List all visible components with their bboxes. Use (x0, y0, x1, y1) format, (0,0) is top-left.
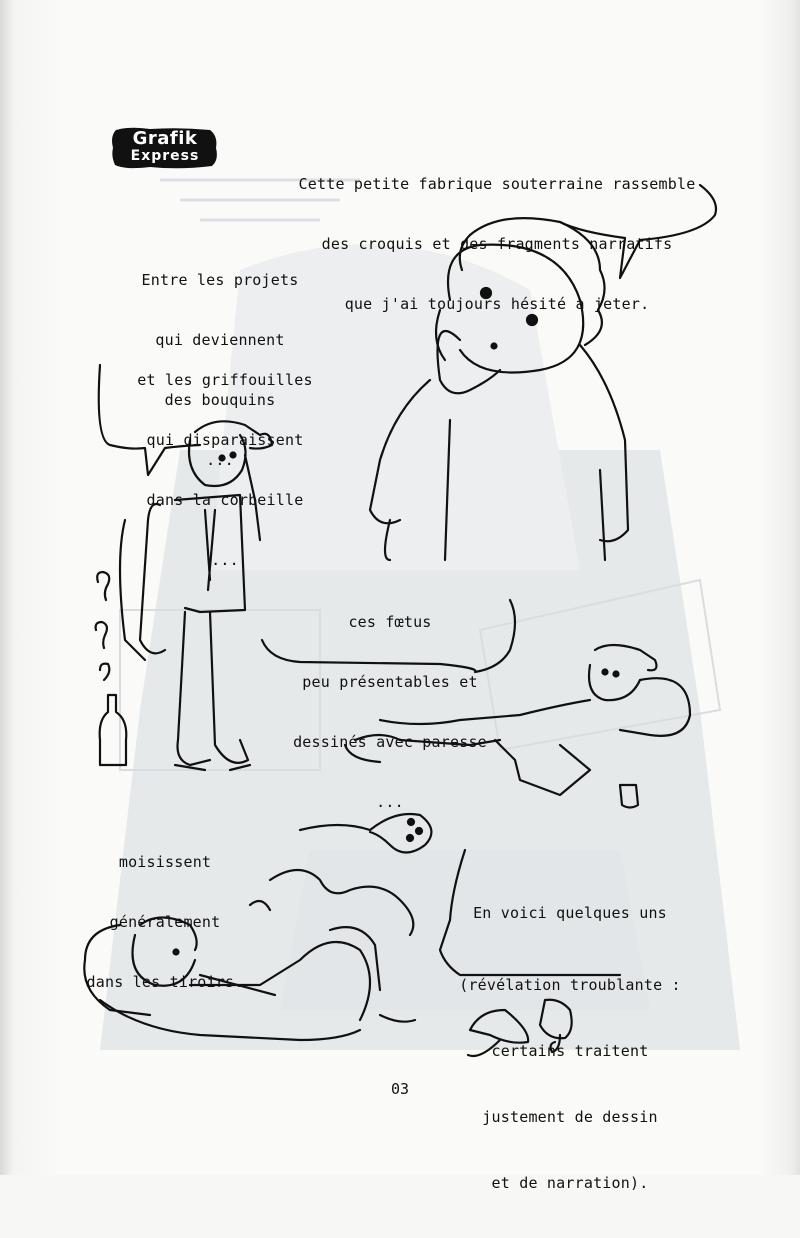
foetus-line-3: dessinés avec paresse (293, 733, 487, 751)
thought-bubble-3 (100, 664, 109, 680)
here-line-4: justement de dessin (482, 1108, 658, 1126)
logo-line-1: Grafik (132, 128, 198, 149)
foetus-ellipsis: ... (376, 793, 404, 811)
scribbles-text (110, 330, 340, 610)
logo-line-2: Express (130, 148, 200, 164)
here-line-3: certains traitent (491, 1042, 649, 1060)
here-line-5: et de narration). (491, 1174, 649, 1192)
foetus-text (270, 572, 510, 852)
drawers-line-3: dans les tiroirs. (86, 973, 244, 991)
intro-line-1: Cette petite fabrique souterraine rassemble (298, 175, 696, 193)
projects-line-3: des bouquins (164, 391, 276, 409)
scribbles-ellipsis: ... (211, 551, 239, 569)
projects-ellipsis: ... (206, 451, 234, 469)
here-line-2: (révélation troublante : (459, 976, 681, 994)
thought-bubble-2 (96, 622, 107, 648)
grafik-express-logo (110, 126, 220, 170)
foetus-line-2: peu présentables et (302, 673, 478, 691)
bottle (100, 695, 127, 765)
drawers-text (70, 812, 260, 1032)
projects-line-2: qui deviennent (155, 331, 285, 349)
drawers-line-2: généralement (109, 913, 221, 931)
foetus-line-1: ces fœtus (348, 613, 432, 631)
intro-line-2: des croquis et des fragments narratifs (321, 235, 673, 253)
intro-line-3: que j'ai toujours hésité a jeter. (344, 295, 650, 313)
here-text (440, 858, 700, 1238)
squiggle-line (270, 870, 413, 935)
thought-bubble-1 (97, 572, 109, 600)
here-line-1: En voici quelques uns (473, 904, 667, 922)
intro-text (262, 134, 732, 354)
scribbles-line-1: et les griffouilles (137, 371, 313, 389)
scribbles-line-3: dans la corbeille (146, 491, 304, 509)
page-number: 03 (390, 1080, 410, 1098)
drawers-line-1: moisissent (118, 853, 212, 871)
scribbles-line-2: qui disparaissent (146, 431, 304, 449)
projects-line-1: Entre les projets (141, 271, 299, 289)
